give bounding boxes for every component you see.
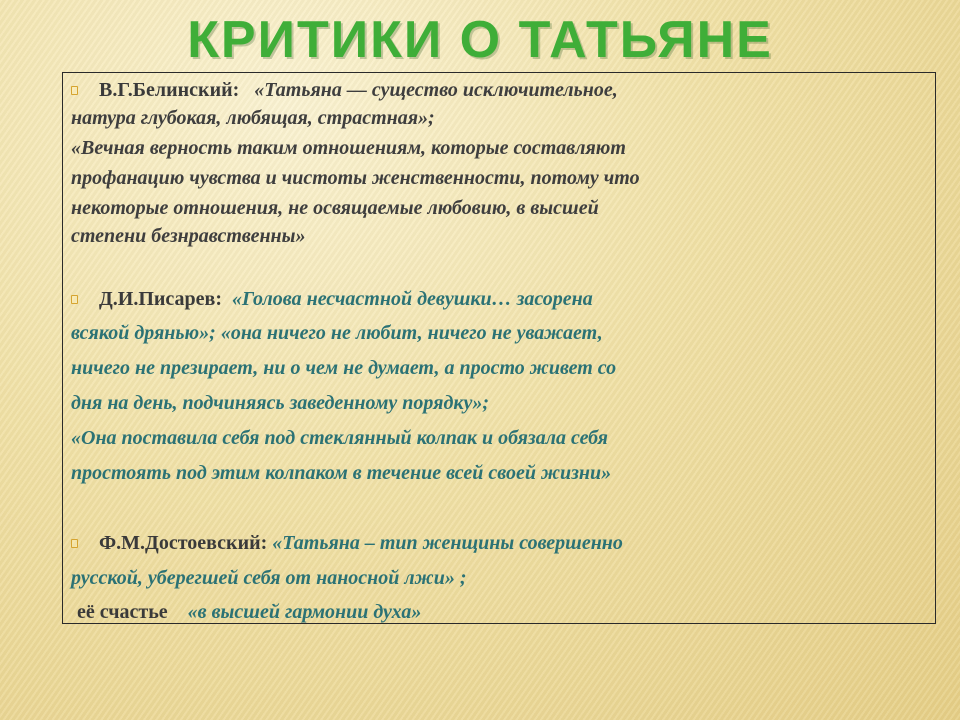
belinsky-quote-5: некоторые отношения, не освящаемые любовию, в высшей (71, 197, 599, 219)
pisarev-line-1 (71, 288, 593, 311)
dostoevsky-line-3 (71, 601, 421, 624)
pisarev-quote-1: «Голова несчастной девушки… засорена (231, 288, 593, 310)
dostoevsky-quote-2: русской, уберегшей себя от наносной лжи» ; (71, 567, 467, 589)
belinsky-quote-1: «Татьяна — существо исключительное, (254, 79, 618, 101)
pisarev-quote-2: всякой дрянью»; «она ничего не любит, ничего не уважает, (71, 322, 603, 344)
belinsky-quote-6: степени безнравственны» (71, 225, 306, 247)
pisarev-quote-3: ничего не презирает, ни о чем не думает, а просто живет со (71, 357, 617, 379)
belinsky-line-1 (71, 79, 618, 102)
happiness-quote: «в высшей гармонии духа» (187, 601, 422, 623)
dostoevsky-author: Ф.М.Достоевский: (99, 532, 268, 554)
dostoevsky-line-1 (71, 532, 623, 555)
pisarev-quote-6: простоять под этим колпаком в течение всей своей жизни» (71, 462, 612, 484)
belinsky-quote-4: профанацию чувства и чистоты женственности, потому что (71, 167, 640, 189)
pisarev-author: Д.И.Писарев: (99, 288, 222, 310)
quotes-box (62, 72, 936, 624)
dostoevsky-quote-1: «Татьяна – тип женщины совершенно (272, 532, 623, 554)
pisarev-quote-5: «Она поставила себя под стеклянный колпак и обязала себя (71, 427, 608, 449)
belinsky-quote-2: натура глубокая, любящая, страстная»; (71, 107, 435, 129)
slide-title: КРИТИКИ О ТАТЬЯНЕ (187, 11, 773, 69)
belinsky-author: В.Г.Белинский: (99, 79, 240, 101)
pisarev-quote-4: дня на день, подчиняясь заведенному порядку»; (71, 392, 490, 414)
happiness-label: её счастье (77, 601, 168, 623)
belinsky-quote-3: «Вечная верность таким отношениям, которые составляют (71, 137, 626, 159)
